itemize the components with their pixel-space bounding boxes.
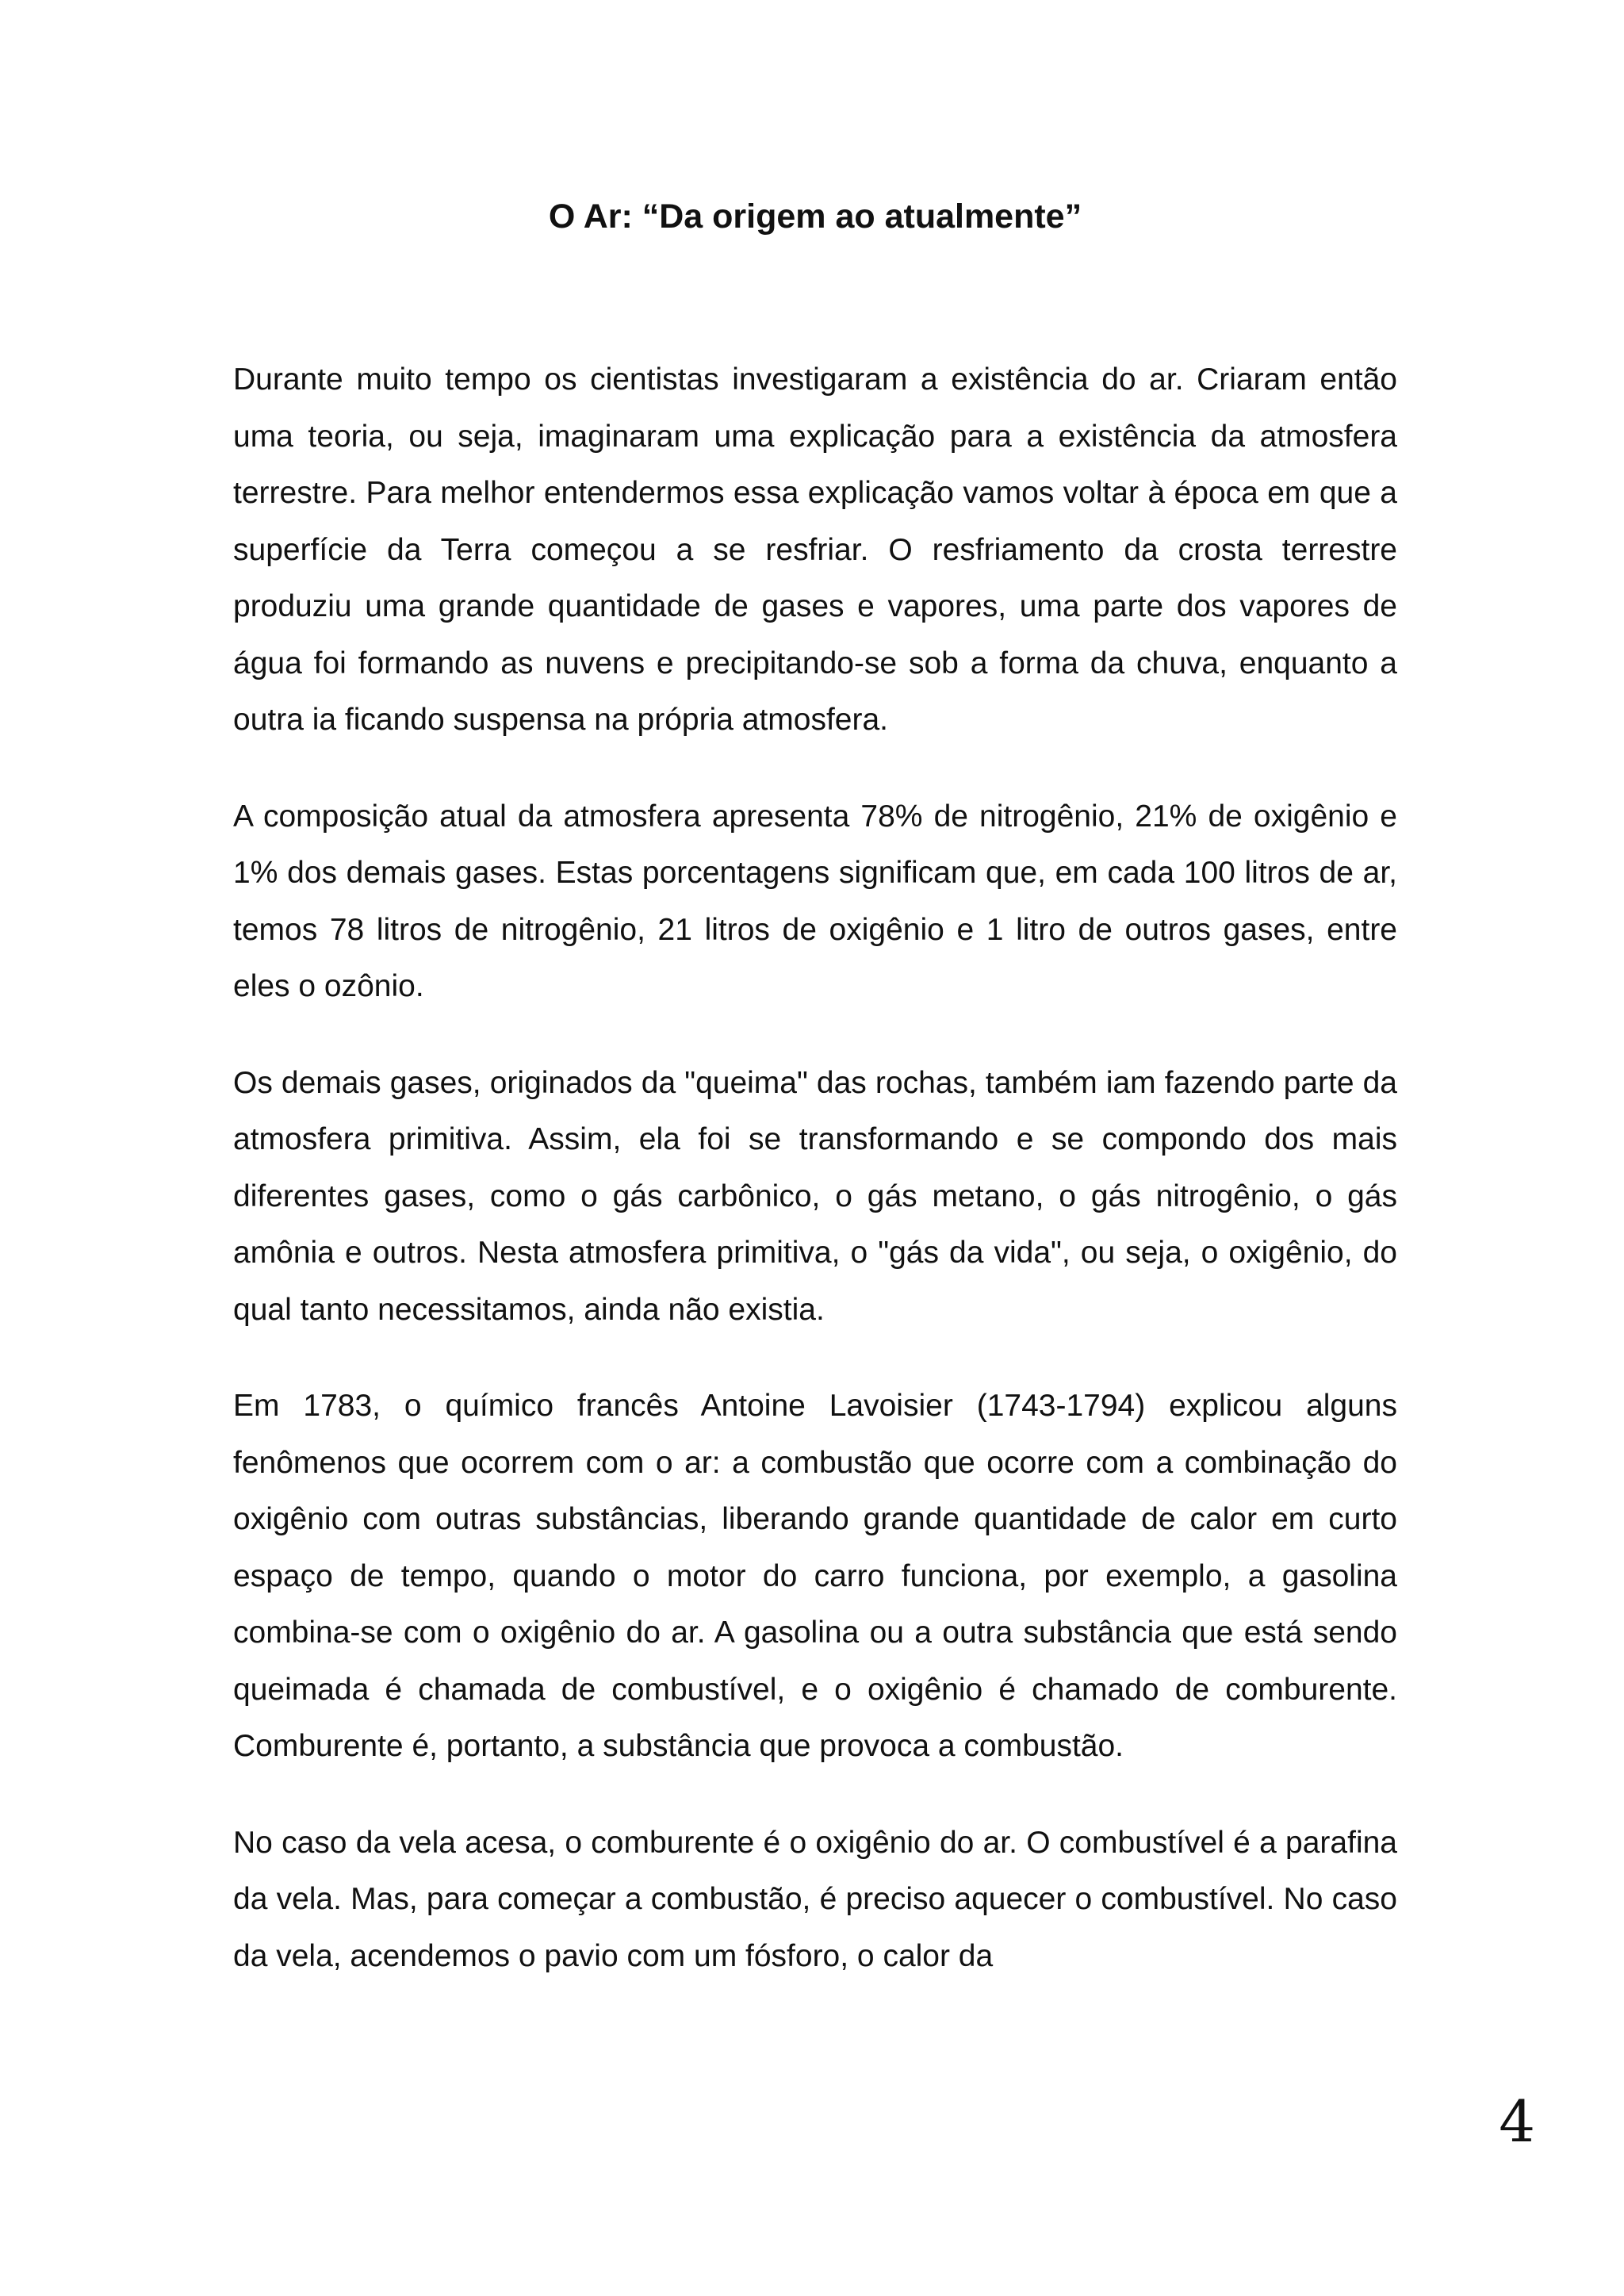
page-number: 4: [1499, 2088, 1535, 2155]
paragraph-origin: Durante muito tempo os cientistas investigaram a existência do ar. Criaram então uma teoria, ou seja, imaginaram uma explicação para a existência da atmosfera terrestre. Para melhor entendermos essa explicação vamos voltar à época em que a superfície da Terra começou a se resfriar. O resfriamento da crosta terrestre produziu uma grande quantidade de gases e vapores, uma parte dos vapores de água foi formando as nuvens e precipitando-se sob a forma da chuva, enquanto a outra ia ficando suspensa na própria atmosfera.: [233, 362, 1397, 737]
document-body: [233, 351, 1397, 2024]
paragraph-primitive-atmosphere: Os demais gases, originados da "queima" das rochas, também iam fazendo parte da atmosfera primitiva. Assim, ela foi se transformando e se compondo dos mais diferentes gases, como o gás carbônico, o gás metano, o gás nitrogênio, o gás amônia e outros. Nesta atmosfera primitiva, o "gás da vida", ou seja, o oxigênio, do qual tanto necessitamos, ainda não existia.: [233, 1065, 1397, 1327]
paragraph-candle: No caso da vela acesa, o comburente é o oxigênio do ar. O combustível é a parafina da vela. Mas, para começar a combustão, é preciso aquecer o combustível. No caso da vela, acendemos o pavio com um fósforo, o calor da: [233, 1825, 1397, 1973]
page-title: O Ar: “Da origem ao atualmente”: [548, 197, 1082, 236]
paragraph-composition: A composição atual da atmosfera apresenta 78% de nitrogênio, 21% de oxigênio e 1% dos demais gases. Estas porcentagens significam que, em cada 100 litros de ar, temos 78 litros de nitrogênio, 21 litros de oxigênio e 1 litro de outros gases, entre eles o ozônio.: [233, 799, 1397, 1003]
paragraph-lavoisier: Em 1783, o químico francês Antoine Lavoisier (1743-1794) explicou alguns fenômenos que ocorrem com o ar: a combustão que ocorre com a combinação do oxigênio com outras substâncias, liberando grande quantidade de calor em curto espaço de tempo, quando o motor do carro funciona, por exemplo, a gasolina combina-se com o oxigênio do ar. A gasolina ou a outra substância que está sendo queimada é chamada de combustível, e o oxigênio é chamado de comburente. Comburente é, portanto, a substância que provoca a combustão.: [233, 1389, 1397, 1763]
